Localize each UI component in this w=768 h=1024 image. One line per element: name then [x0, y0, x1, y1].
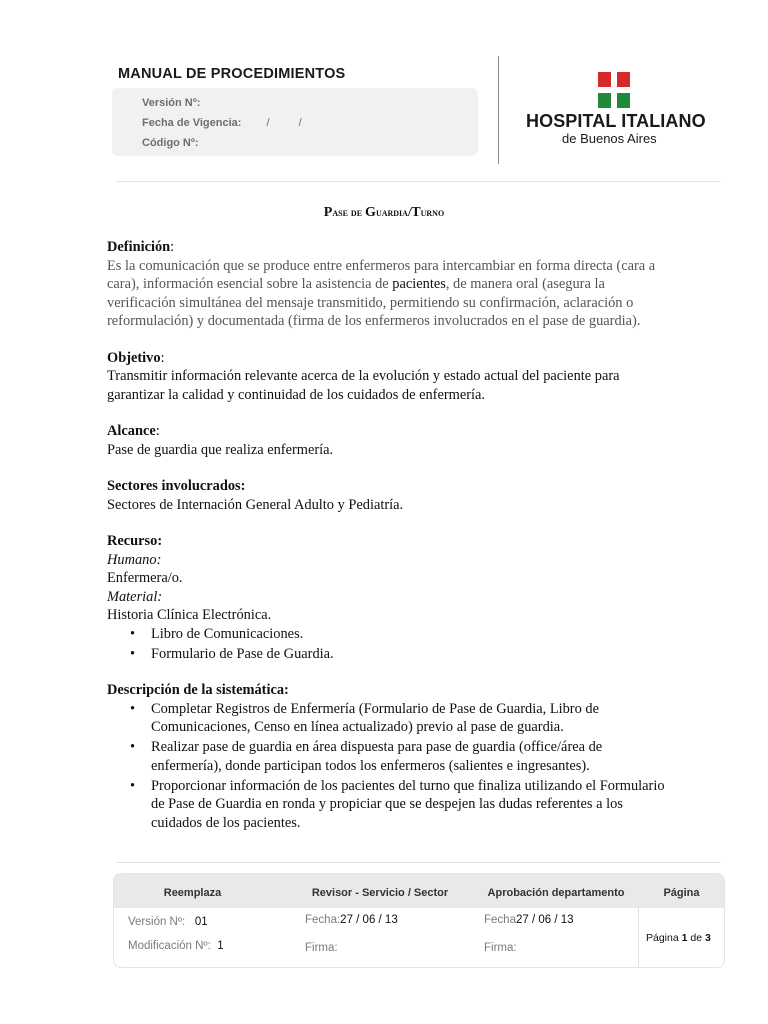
list-item: • Completar Registros de Enfermería (Formulario de Pase de Guardia, Libro de Comunicaciones, Censo en línea actualizado) previo al pase de guardia.: [151, 700, 667, 737]
section-alcance: Alcance: Pase de guardia que realiza enfermería.: [107, 422, 667, 459]
column-header-aprobacion: Aprobación departamento: [487, 887, 625, 899]
section-heading: Recurso:: [107, 533, 163, 549]
list-item: • Proporcionar información de los pacientes del turno que finaliza utilizando el Formulario de Pase de Guardia en ronda y propiciar que se despejen las dudas referentes a los cuidados de los pacientes.: [151, 777, 667, 833]
modificacion-cell: Modificación Nº: 1: [128, 940, 224, 952]
revisor-firma-cell: Firma:: [305, 942, 338, 954]
section-heading: Objetivo: [107, 349, 161, 366]
list-item: • Libro de Comunicaciones.: [151, 625, 667, 644]
fecha-vigencia-label: Fecha de Vigencia:: [142, 117, 242, 129]
material-list: [107, 625, 667, 664]
footer-rule: [116, 862, 721, 863]
header-divider: [498, 56, 499, 164]
fecha-vigencia-field: [142, 117, 302, 129]
page-number: Página 1 de 3: [646, 932, 711, 944]
version-field: [142, 97, 200, 109]
codigo-label: Código Nº:: [142, 137, 199, 149]
revisor-fecha-cell: Fecha:27 / 06 / 13: [305, 914, 398, 926]
list-item: • Realizar pase de guardia en área dispuesta para pase de guardia (office/área de enfermería), donde participan todos los enfermeros (salientes e ingresantes).: [151, 738, 667, 775]
objetivo-text: Transmitir información relevante acerca de la evolución y estado actual del paciente para garantizar la calidad y continuidad de los cuidados de enfermería.: [107, 368, 620, 403]
humano-label: Humano:: [107, 551, 162, 568]
definicion-text: Es la comunicación que se produce entre enfermeros para intercambiar en forma directa (cara a cara), información esencial sobre la asistencia de pacientes, de manera oral (asegura la verificación simultánea del mensaje transmitido, permitiendo su confirmación, aclaración o reformulación) y documentada (firma de los enfermeros involucrados en el pase de guardia).: [107, 257, 656, 329]
column-header-revisor: Revisor - Servicio / Sector: [311, 887, 449, 899]
date-separator: /: [298, 117, 302, 129]
aprobacion-fecha-cell: Fecha27 / 06 / 13: [484, 914, 574, 926]
codigo-field: [142, 137, 199, 149]
section-heading: Definición: [107, 239, 171, 255]
document-body: [107, 238, 667, 834]
material-text: Historia Clínica Electrónica.: [107, 607, 272, 623]
descripcion-list: [107, 700, 667, 833]
list-item: • Formulario de Pase de Guardia.: [151, 645, 667, 664]
version-label: Versión Nº:: [142, 97, 201, 109]
section-recurso: [107, 532, 667, 663]
table-header: [114, 874, 724, 908]
section-sectores: [107, 477, 667, 514]
logo-subtitle: de Buenos Aires: [562, 131, 657, 146]
section-heading: Descripción de la sistemática:: [107, 682, 289, 698]
aprobacion-fecha-value: 27 / 06 / 13: [515, 914, 574, 926]
revisor-fecha-value: 27 / 06 / 13: [340, 914, 398, 926]
column-header-reemplaza: Reemplaza: [163, 887, 222, 899]
hospital-cross-logo-icon: [598, 72, 630, 108]
sectores-text: Sectores de Internación General Adulto y Pediatría.: [107, 496, 404, 513]
section-heading: Sectores involucrados:: [107, 478, 246, 494]
section-objetivo: Objetivo: Transmitir información relevante acerca de la evolución y estado actual del paciente para garantizar la calidad y continuidad de los cuidados de enfermería.: [107, 349, 667, 405]
aprobacion-firma-cell: Firma:: [484, 942, 517, 954]
version-cell: Versión Nº: 01: [128, 916, 208, 928]
humano-text: Enfermera/o.: [107, 570, 183, 586]
column-divider: [638, 908, 639, 967]
document-title: Pase de Guardia/Turno: [323, 205, 445, 220]
modificacion-value: 1: [217, 940, 224, 952]
alcance-text: Pase de guardia que realiza enfermería.: [107, 441, 334, 458]
approval-table: [113, 873, 725, 968]
section-heading: Alcance: [107, 423, 156, 439]
date-separator: /: [266, 117, 270, 129]
column-header-pagina: Página: [663, 887, 700, 899]
manual-title: MANUAL DE PROCEDIMIENTOS: [118, 66, 346, 82]
document-meta-box: [112, 88, 478, 156]
logo-name: HOSPITAL ITALIANO: [526, 111, 706, 131]
section-definicion: Definición: Es la comunicación que se produce entre enfermeros para intercambiar en forma directa (cara a cara), información esencial sobre la asistencia de pacientes, de manera oral (asegura la verificación simultánea del mensaje transmitido, permitiendo su confirmación, aclaración o reformulación) y documentada (firma de los enfermeros involucrados en el pase de guardia).: [107, 238, 667, 331]
section-descripcion: [107, 681, 667, 832]
header-rule: [116, 181, 721, 182]
version-value: 01: [194, 916, 208, 928]
material-label: Material:: [107, 588, 163, 605]
